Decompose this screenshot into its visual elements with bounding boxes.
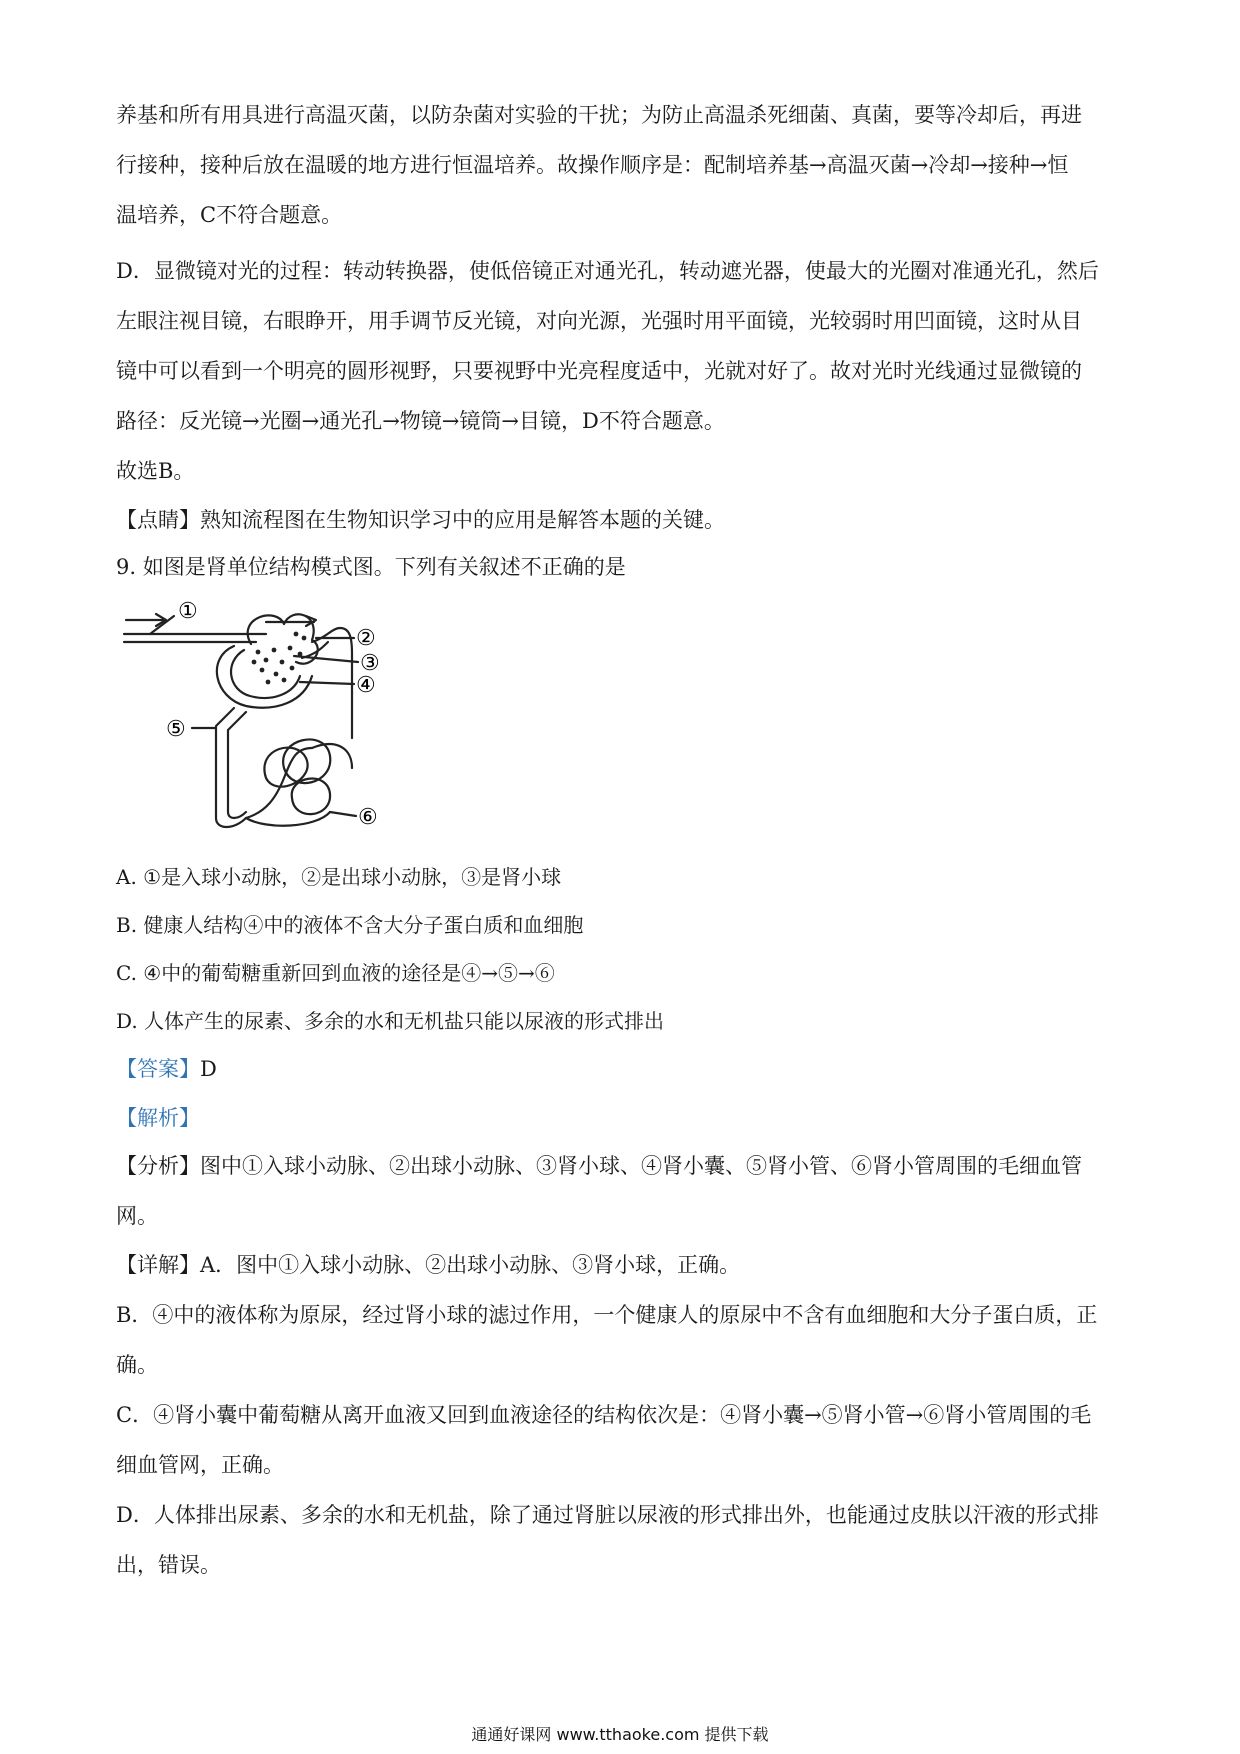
diagram-label-2: ② [356,626,376,651]
analysis-line: B．④中的液体称为原尿，经过肾小球的滤过作用，一个健康人的原尿中不含有血细胞和大分子蛋白质，正 [116,1303,1098,1327]
text-line: 左眼注视目镜，右眼睁开，用手调节反光镜，对向光源，光强时用平面镜，光较弱时用凹面镜，这时从目 [116,309,1082,333]
hint-line: 【点睛】熟知流程图在生物知识学习中的应用是解答本题的关键。 [116,508,725,532]
text-line: 镜中可以看到一个明亮的圆形视野，只要视野中光亮程度适中，光就对好了。故对光时光线通过显微镜的 [116,359,1082,383]
page-footer: 通通好课网 www.tthaoke.com 提供下载 [471,1725,769,1744]
nephron-diagram [116,598,406,838]
text-line: 行接种，接种后放在温暖的地方进行恒温培养。故操作顺序是：配制培养基→高温灭菌→冷却→接种→恒 [116,153,1069,177]
analysis-line: C．④肾小囊中葡萄糖从离开血液又回到血液途径的结构依次是：④肾小囊→⑤肾小管→⑥肾小管周围的毛 [116,1403,1092,1427]
analysis-line: 【详解】A．图中①入球小动脉、②出球小动脉、③肾小球，正确。 [116,1253,741,1277]
diagram-label-1: ① [178,599,198,624]
question-title: 9. 如图是肾单位结构模式图。下列有关叙述不正确的是 [116,555,626,579]
text-line: 养基和所有用具进行高温灭菌，以防杂菌对实验的干扰；为防止高温杀死细菌、真菌，要等冷却后，再进 [116,103,1082,127]
diagram-label-5: ⑤ [166,717,186,742]
analysis-line: 网。 [116,1204,158,1228]
option-d: D. 人体产生的尿素、多余的水和无机盐只能以尿液的形式排出 [116,1009,665,1033]
analysis-line: 确。 [116,1353,158,1377]
answer-line [116,1054,1136,1084]
analysis-line: 【分析】图中①入球小动脉、②出球小动脉、③肾小球、④肾小囊、⑤肾小管、⑥肾小管周围的毛细血管 [116,1154,1082,1178]
option-b: B. 健康人结构④中的液体不含大分子蛋白质和血细胞 [116,913,584,937]
answer-value: D [200,1057,217,1081]
diagram-label-4: ④ [356,673,376,698]
analysis-label: 【解析】 [116,1106,200,1130]
answer-label: 【答案】 [116,1057,200,1081]
diagram-label-3: ③ [360,651,380,676]
diagram-label-6: ⑥ [358,805,378,830]
text-line: D．显微镜对光的过程：转动转换器，使低倍镜正对通光孔，转动遮光器，使最大的光圈对准通光孔，然后 [116,259,1099,283]
analysis-line: 出，错误。 [116,1553,221,1577]
option-c: C. ④中的葡萄糖重新回到血液的途径是④→⑤→⑥ [116,961,555,985]
option-a: A. ①是入球小动脉，②是出球小动脉，③是肾小球 [116,865,562,889]
text-line: 故选B。 [116,459,195,483]
text-line: 路径：反光镜→光圈→通光孔→物镜→镜筒→目镜，D不符合题意。 [116,409,725,433]
analysis-line: D．人体排出尿素、多余的水和无机盐，除了通过肾脏以尿液的形式排出外，也能通过皮肤以汗液的形式排 [116,1503,1099,1527]
text-line: 温培养，C不符合题意。 [116,203,343,227]
analysis-line: 细血管网，正确。 [116,1453,284,1477]
